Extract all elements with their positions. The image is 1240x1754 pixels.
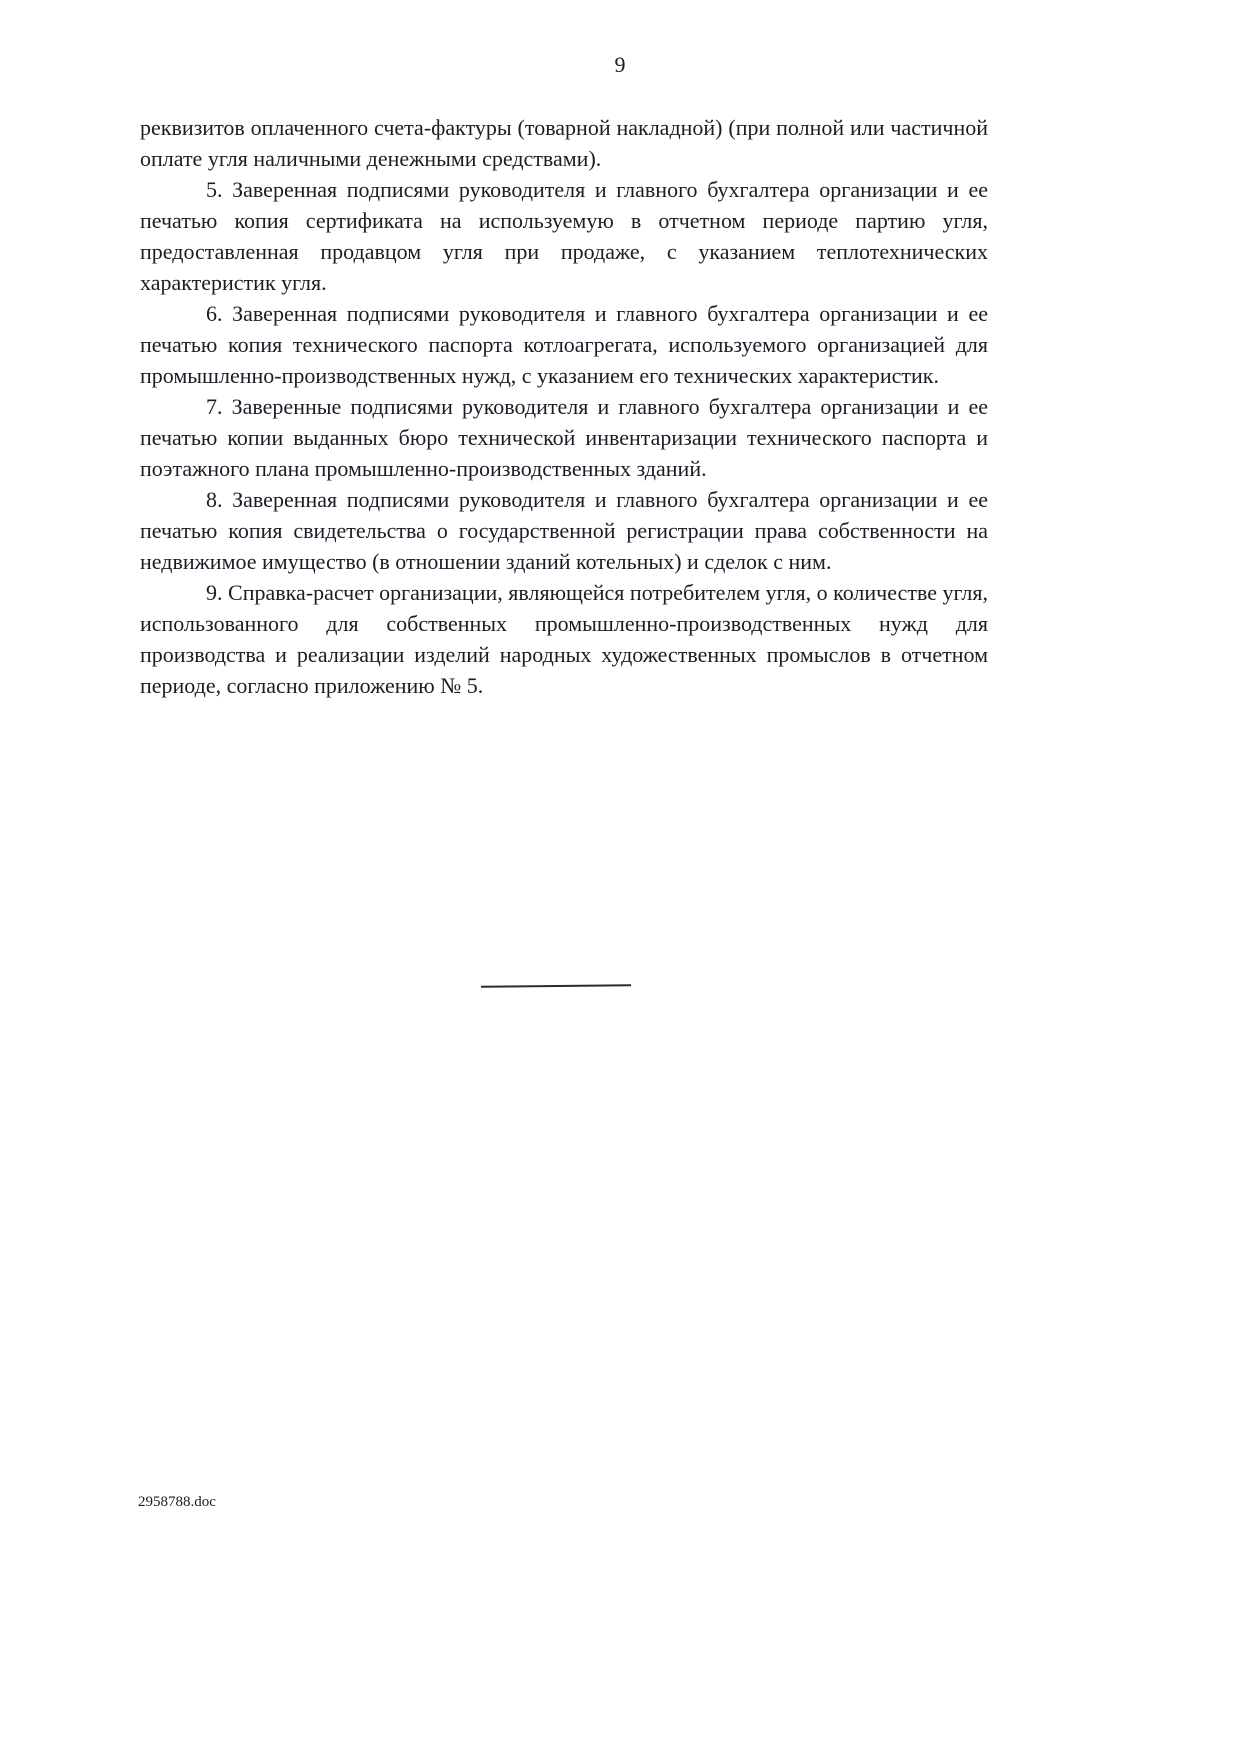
paragraph: 5. Заверенная подписями руководителя и главного бухгалтера организации и ее печатью копия сертификата на используемую в отчетном периоде партию угля, предоставленная продавцом угля при продаже, с указанием теплотехнических характеристик угля. — [140, 177, 988, 295]
paragraph: 8. Заверенная подписями руководителя и главного бухгалтера организации и ее печатью копия свидетельства о государственной регистрации права собственности на недвижимое имущество (в отношении зданий котельных) и сделок с ним. — [140, 487, 988, 574]
section-divider-line — [481, 984, 631, 988]
paragraph: 9. Справка-расчет организации, являющейся потребителем угля, о количестве угля, использованного для собственных промышленно-производственных нужд для производства и реализации изделий народных художественных промыслов в отчетном периоде, согласно приложению № 5. — [140, 580, 988, 698]
footer-filename: 2958788.doc — [138, 1494, 216, 1510]
page-number: 9 — [614, 52, 626, 77]
paragraph: 6. Заверенная подписями руководителя и главного бухгалтера организации и ее печатью копия технического паспорта котлоагрегата, используемого организацией для промышленно-производственных нужд, с указанием его технических характеристик. — [140, 301, 988, 388]
document-text — [140, 112, 988, 701]
paragraph: 7. Заверенные подписями руководителя и главного бухгалтера организации и ее печатью копии выданных бюро технической инвентаризации технического паспорта и поэтажного плана промышленно-производственных зданий. — [140, 394, 988, 481]
paragraph: реквизитов оплаченного счета-фактуры (товарной накладной) (при полной или частичной оплате угля наличными денежными средствами). — [140, 115, 988, 171]
